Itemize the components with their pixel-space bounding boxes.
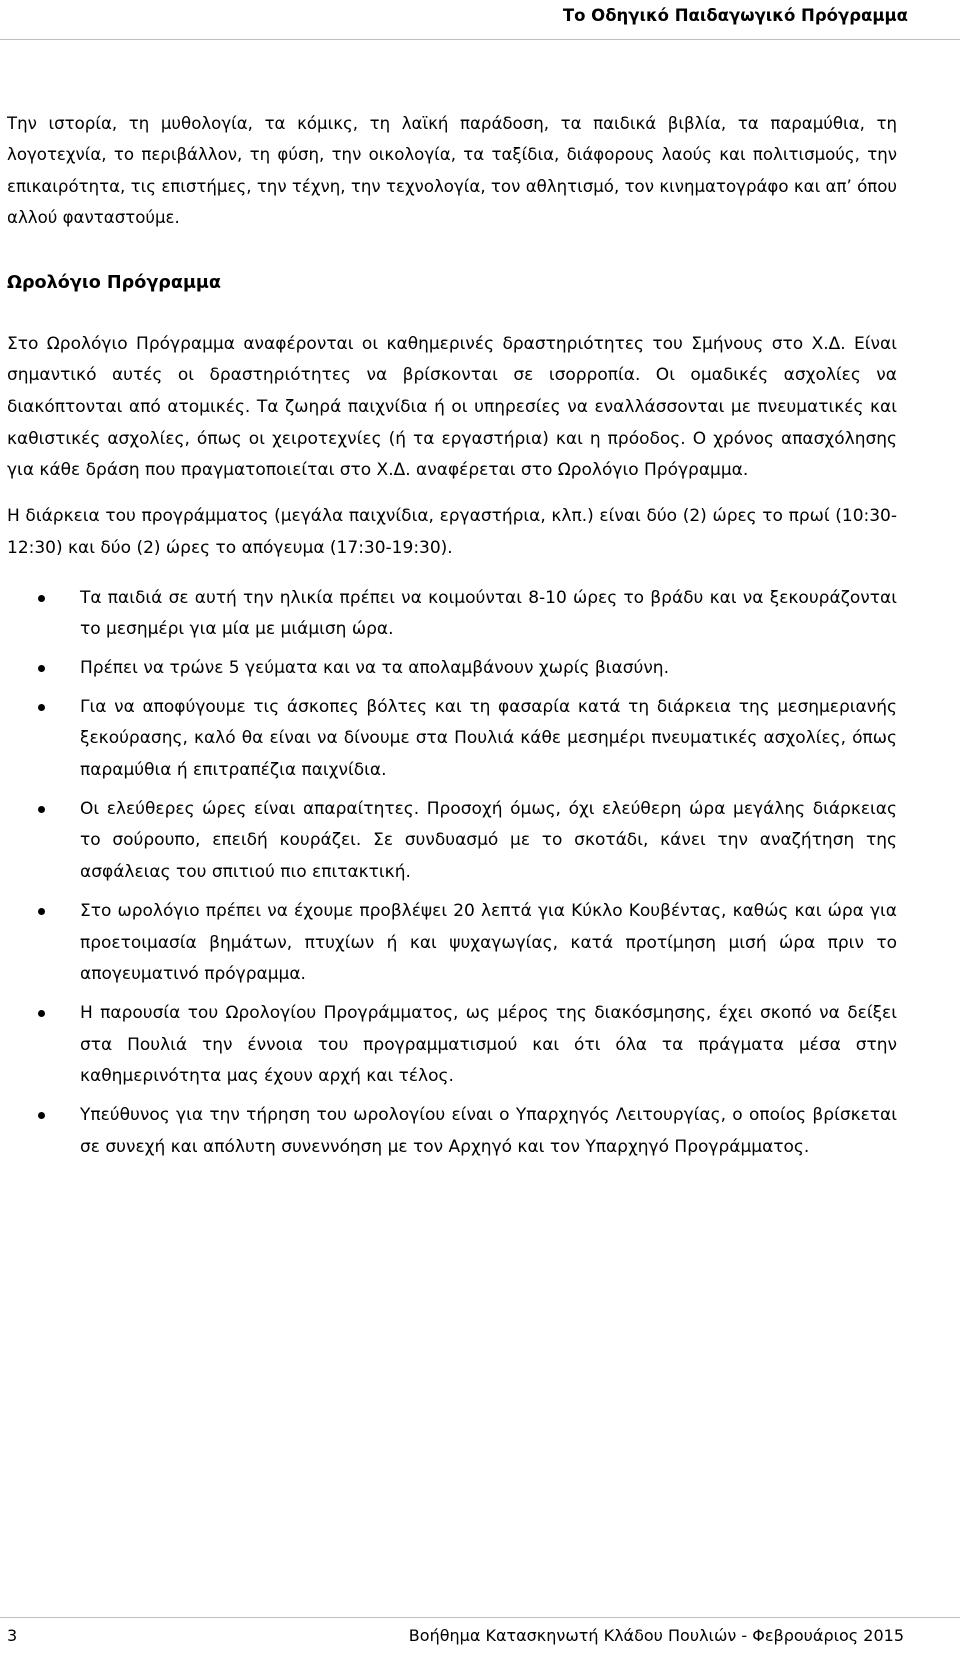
bullet-icon <box>38 595 45 602</box>
bullet-icon <box>38 908 45 915</box>
list-item <box>7 583 897 646</box>
intro-paragraph: Την ιστορία, τη μυθολογία, τα κόμικς, τη λαϊκή παράδοση, τα παιδικά βιβλία, τα παραμύθια, τη λογοτεχνία, το περιβάλλον, τη φύση, την οικολογία, τα ταξίδια, διάφορους λαούς και πολιτισμούς, την επικαιρότητα, τις επιστήμες, την τέχνη, την τεχνολογία, τον αθλητισμό, τον κινηματογράφο και απ’ όπου αλλού φανταστούμε. <box>7 114 897 228</box>
list-item <box>7 653 897 685</box>
section-title: Ωρολόγιο Πρόγραμμα <box>7 272 221 293</box>
page-content <box>7 108 897 1171</box>
list-item-text: Πρέπει να τρώνε 5 γεύματα και να τα απολαμβάνουν χωρίς βιασύνη. <box>80 657 669 678</box>
bullet-icon <box>38 1010 45 1017</box>
bullet-icon <box>38 704 45 711</box>
bullet-icon <box>38 665 45 672</box>
list-item <box>7 692 897 787</box>
bullet-icon <box>38 806 45 813</box>
list-item-text: Η παρουσία του Ωρολογίου Προγράμματος, ως μέρος της διακόσμησης, έχει σκοπό να δείξει στα Πουλιά την έννοια του προγραμματισμού και ότι όλα τα πράγματα μέσα στην καθημερινότητα μας έχουν αρχή και τέλος. <box>80 1002 897 1087</box>
bullet-icon <box>38 1112 45 1119</box>
list-item-text: Στο ωρολόγιο πρέπει να έχουμε προβλέψει 20 λεπτά για Κύκλο Κουβέντας, καθώς και ώρα για προετοιμασία βημάτων, πτυχίων ή και ψυχαγωγίας, κατά προτίμηση μισή ώρα πριν το απογευματινό πρόγραμμα. <box>80 900 897 985</box>
list-item <box>7 998 897 1093</box>
running-footer: Βοήθημα Κατασκηνωτή Κλάδου Πουλιών - Φεβρουάριος 2015 <box>408 1626 904 1645</box>
list-item-text: Τα παιδιά σε αυτή την ηλικία πρέπει να κοιμούνται 8-10 ώρες το βράδυ και να ξεκουράζονται το μεσημέρι για μία με μιάμιση ώρα. <box>80 587 897 640</box>
footer-divider <box>0 1617 960 1618</box>
list-item-text: Για να αποφύγουμε τις άσκοπες βόλτες και τη φασαρία κατά τη διάρκεια της μεσημεριανής ξεκούρασης, καλό θα είναι να δίνουμε στα Πουλιά κάθε μεσημέρι πνευματικές ασχολίες, όπως παραμύθια ή επιτραπέζια παιχνίδια. <box>80 696 897 781</box>
list-item <box>7 794 897 889</box>
list-item-text: Οι ελεύθερες ώρες είναι απαραίτητες. Προσοχή όμως, όχι ελεύθερη ώρα μεγάλης διάρκειας το σούρουπο, επειδή κουράζει. Σε συνδυασμό με το σκοτάδι, κάνει την αναζήτηση της ασφάλειας του σπιτιού πιο επιτακτική. <box>80 798 897 883</box>
list-item <box>7 896 897 991</box>
list-item <box>7 1100 897 1163</box>
running-header: Το Οδηγικό Παιδαγωγικό Πρόγραμμα <box>562 6 908 25</box>
list-item-text: Υπεύθυνος για την τήρηση του ωρολογίου είναι ο Υπαρχηγός Λειτουργίας, ο οποίος βρίσκεται σε συνεχή και απόλυτη συνεννόηση με τον Αρχηγό και τον Υπαρχηγό Προγράμματος. <box>80 1105 897 1157</box>
body-paragraph: Η διάρκεια του προγράμματος (μεγάλα παιχνίδια, εργαστήρια, κλπ.) είναι δύο (2) ώρες το πρωί (10:30-12:30) και δύο (2) ώρες το απόγευμα (17:30-19:30). <box>7 506 897 558</box>
body-paragraph: Στο Ωρολόγιο Πρόγραμμα αναφέρονται οι καθημερινές δραστηριότητες του Σμήνους στο Χ.Δ. Είναι σημαντικό αυτές οι δραστηριότητες να βρίσκονται σε ισορροπία. Οι ομαδικές ασχολίες να διακόπτονται από ατομικές. Τα ζωηρά παιχνίδια ή οι υπηρεσίες να εναλλάσσονται με πνευματικές και καθιστικές ασχολίες, όπως οι χειροτεχνίες (ή τα εργαστήρια) και η πρόοδος. Ο χρόνος απασχόλησης για κάθε δράση που πραγματοποιείται στο Χ.Δ. αναφέρεται στο Ωρολόγιο Πρόγραμμα. <box>7 333 897 481</box>
page-number: 3 <box>7 1626 18 1645</box>
header-divider <box>0 39 960 40</box>
bullet-list <box>7 583 897 1164</box>
